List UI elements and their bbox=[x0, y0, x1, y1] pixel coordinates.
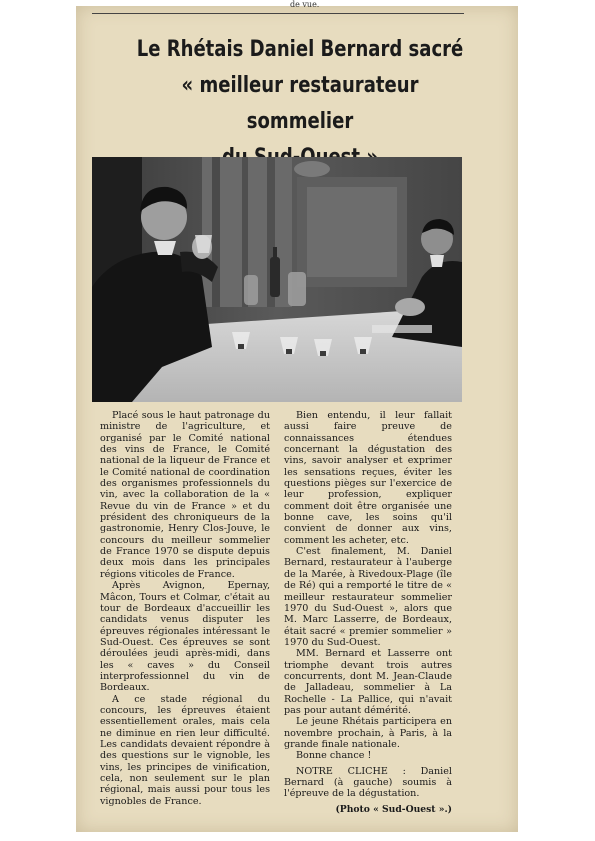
paragraph: C'est finalement, M. Daniel Bernard, restaurateur à l'auberge de la Marée, à Rivedoux-Plage (île de Ré) qui a remporté le titre de « meilleur restaurateur sommelier 1970 du Sud-Ouest », alors que M. Marc Lasserre, de Bordeaux, était sacré « premier sommelier » 1970 du Sud-Ouest. bbox=[284, 546, 452, 648]
headline bbox=[136, 32, 464, 176]
news-photo bbox=[92, 157, 462, 402]
article-left-column bbox=[100, 410, 270, 807]
top-divider bbox=[92, 13, 464, 14]
headline-line-1: Le Rhétais Daniel Bernard sacré bbox=[136, 37, 464, 62]
headline-line-2: « meilleur restaurateur sommelier bbox=[181, 73, 419, 134]
paragraph: A ce stade régional du concours, les épreuves étaient essentiellement orales, mais cela ne diminue en rien leur difficulté. Les candidats devaient répondre à des questions sur le vignoble, les vins, les principes de vinification, cela, non seulement sur le plan régional, mais aussi pour tous les vignobles de France. bbox=[100, 693, 270, 807]
paragraph: Bonne chance ! bbox=[296, 750, 372, 762]
paragraph: MM. Bernard et Lasserre ont triomphe devant trois autres concurrents, dont M. Jean-Claude de Jalladeau, sommelier à La Rochelle - La Pallice, qui n'avait pas pour autant démérité. bbox=[284, 648, 452, 716]
paragraph: Bien entendu, il leur fallait aussi faire preuve de connaissances étendues concernant la dégustation des vins, savoir analyser et exprimer les sensations reçues, éviter les questions pièges sur l'exercice de leur profession, expliquer comment doit être organisée une bonne cave, les soins qu'il convient de donner aux vins, comment les acheter, etc. bbox=[284, 410, 452, 546]
photo-credit: (Photo « Sud-Ouest ».) bbox=[335, 803, 452, 815]
paragraph: Placé sous le haut patronage du ministre de l'agriculture, et organisé par le Comité national des vins de France, le Comité national de la liqueur de France et le Comité national de coordination des organismes professionnels du vin, avec la collaboration de la « Revue du vin de France » et du président des chroniqueurs de la gastronomie, Henry Clos-Jouve, le concours du meilleur sommelier de France 1970 se dispute depuis deux mois dans les principales régions viticoles de France. bbox=[100, 410, 270, 580]
paragraph: Après Avignon, Epernay, Mâcon, Tours et Colmar, c'était au tour de Bordeaux d'accueillir les candidats venus disputer les épreuves régionales intéressant le Sud-Ouest. Ces épreuves se sont déroulées jeudi après-midi, dans les « caves » du Conseil interprofessionnel du vin de Bordeaux. bbox=[100, 580, 270, 694]
photo-two-men-tasting-wine-icon bbox=[92, 157, 462, 402]
caption-text: NOTRE CLICHE : Daniel Bernard (à gauche) soumis à l'épreuve de la dégustation. bbox=[284, 765, 452, 800]
photo-caption bbox=[284, 766, 452, 815]
previous-article-fragment: de vue. bbox=[290, 0, 320, 9]
paragraph: Le jeune Rhétais participera en novembre prochain, à Paris, à la grande finale nationale. bbox=[284, 716, 452, 750]
article-right-column bbox=[284, 410, 452, 815]
